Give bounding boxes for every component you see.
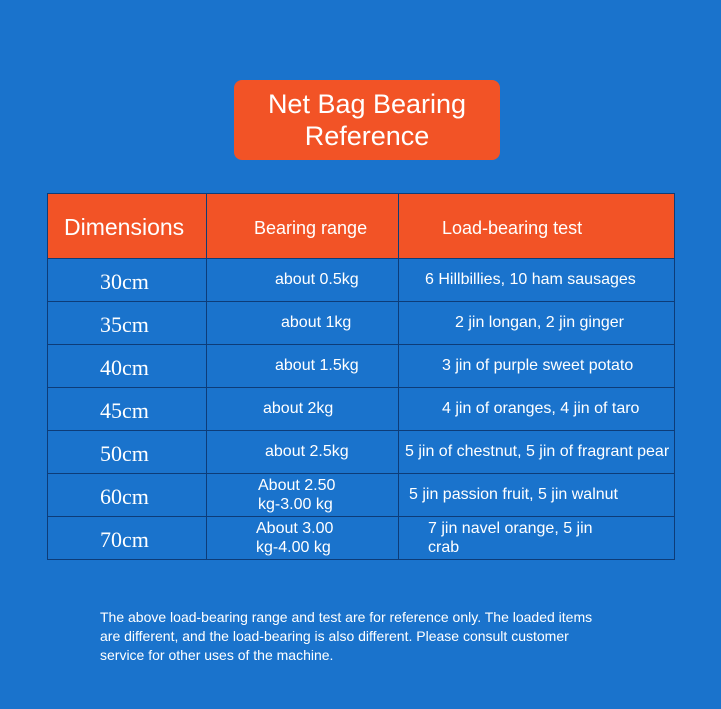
table-header-row xyxy=(48,194,674,258)
bearing-range-cell: About 2.50 kg-3.00 kg xyxy=(258,477,336,513)
load-test-cell: 7 jin navel orange, 5 jin crab xyxy=(428,520,593,556)
dimension-cell: 70cm xyxy=(100,527,149,552)
header-dimensions: Dimensions xyxy=(64,214,185,240)
bearing-range-cell: About 3.00 kg-4.00 kg xyxy=(256,520,334,556)
dimension-cell: 40cm xyxy=(100,355,149,380)
bearing-range-cell: about 1kg xyxy=(281,314,352,331)
disclaimer-text: The above load-bearing range and test are for reference only. The loaded items are different, and the load-bearing is also different. Please consult customer service for other uses of the machine. xyxy=(100,609,593,663)
dimension-cell: 45cm xyxy=(100,398,149,423)
table-row xyxy=(48,516,674,559)
load-test-cell: 6 Hillbillies, 10 ham sausages xyxy=(425,271,636,288)
header-bearing-range: Bearing range xyxy=(254,218,368,238)
load-test-cell: 5 jin of chestnut, 5 jin of fragrant pear xyxy=(405,443,670,460)
table-row xyxy=(48,258,674,301)
title-line-2: Reference xyxy=(304,121,430,151)
table-row xyxy=(48,473,674,516)
load-test-cell: 4 jin of oranges, 4 jin of taro xyxy=(442,400,640,417)
dimension-cell: 35cm xyxy=(100,312,149,337)
table-row xyxy=(48,301,674,344)
dimension-cell: 30cm xyxy=(100,269,149,294)
load-test-cell: 5 jin passion fruit, 5 jin walnut xyxy=(409,486,618,503)
load-test-cell: 3 jin of purple sweet potato xyxy=(442,357,634,374)
reference-table xyxy=(47,193,675,560)
header-load-test: Load-bearing test xyxy=(442,218,583,238)
bearing-range-cell: about 0.5kg xyxy=(275,271,359,288)
bearing-range-cell: about 1.5kg xyxy=(275,357,359,374)
dimension-cell: 60cm xyxy=(100,484,149,509)
bearing-range-cell: about 2.5kg xyxy=(265,443,349,460)
table-row xyxy=(48,387,674,430)
table-row xyxy=(48,430,674,473)
title-line-1: Net Bag Bearing xyxy=(267,89,467,119)
bearing-range-cell: about 2kg xyxy=(263,400,334,417)
title-banner xyxy=(234,80,500,160)
dimension-cell: 50cm xyxy=(100,441,149,466)
load-test-cell: 2 jin longan, 2 jin ginger xyxy=(455,314,625,331)
table-row xyxy=(48,344,674,387)
